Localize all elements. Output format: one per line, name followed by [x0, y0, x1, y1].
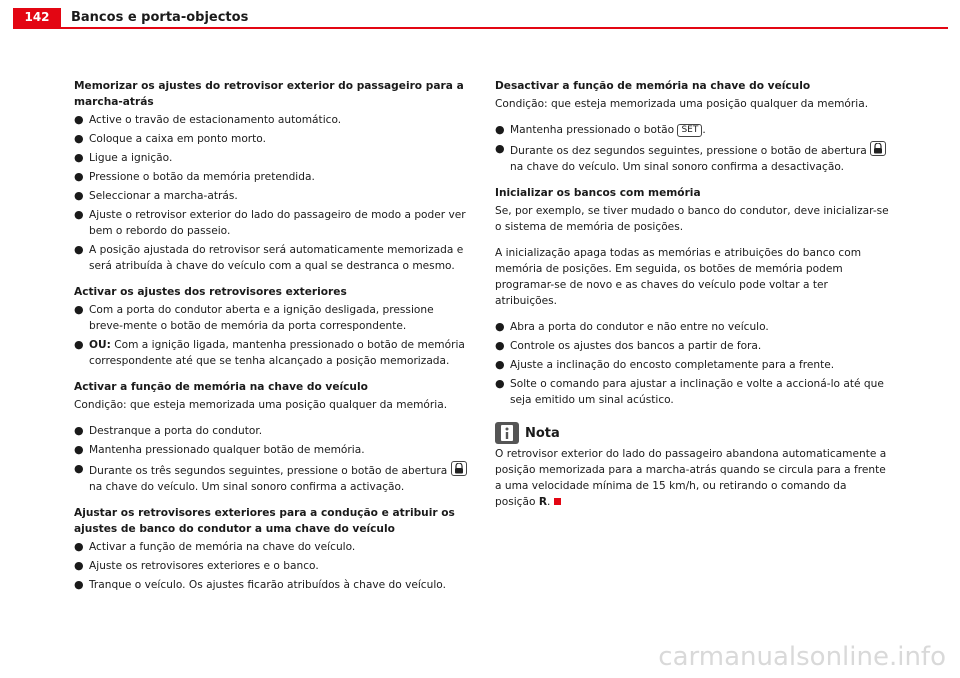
bullet-icon: ● — [495, 358, 505, 371]
bullet-icon: ● — [74, 578, 84, 591]
condition-text: Condição: que esteja memorizada uma posição qualquer da memória. — [74, 399, 448, 411]
set-button-icon: SET — [677, 124, 702, 137]
paragraph: A inicialização apaga todas as memórias e atribuições do banco com memória de posições. Em seguida, os botões de memória podem programar-se de novo e as chaves do veículo pode voltar a ter atribuições. — [495, 247, 862, 307]
bullet-icon: ● — [74, 303, 84, 316]
list-item: ● Mantenha pressionado o botão SET . — [495, 123, 706, 136]
note-text: O retrovisor exterior do lado do passageiro abandona automaticamente a posição memorizada para a marcha-atrás quando se circula para a frente a uma velocidade mínima de 15 km/h, ou retirando o comando da posição R. — [495, 448, 887, 508]
key-unlock-icon — [870, 141, 886, 156]
right-column — [495, 78, 890, 520]
list-item: ● Coloque a caixa em ponto morto. — [74, 132, 266, 145]
list-item: ● Durante os três segundos seguintes, pressione o botão de abertura na chave do veículo. Um sinal sonoro confirma a activação. — [74, 461, 469, 495]
list-item: ● Com a porta do condutor aberta e a ignição desligada, pressione breve-mente o botão de memória da porta correspondente. — [74, 303, 434, 332]
list-item: ● Durante os dez segundos seguintes, pressione o botão de abertura na chave do veículo. Um sinal sonoro confirma a desactivação. — [495, 141, 890, 175]
or-label: OU: — [89, 339, 111, 351]
list-item: ● Seleccionar a marcha-atrás. — [74, 189, 238, 202]
section-heading-initialize-seats: Inicializar os bancos com memória — [495, 187, 701, 199]
bullet-icon: ● — [74, 540, 84, 553]
list-item: ● Destranque a porta do condutor. — [74, 424, 263, 437]
bullet-icon: ● — [74, 208, 84, 221]
left-column — [74, 78, 469, 603]
bullet-icon: ● — [495, 320, 505, 333]
note-label: Nota — [525, 426, 560, 441]
bullet-icon: ● — [74, 243, 84, 256]
list-item: ● Activar a função de memória na chave do veículo. — [74, 540, 356, 553]
list-item: ● Active o travão de estacionamento automático. — [74, 113, 342, 126]
list-item: ● Mantenha pressionado qualquer botão de memória. — [74, 443, 365, 456]
page-header — [0, 0, 960, 30]
list-assign-settings — [74, 539, 469, 593]
page-number: 142 — [13, 8, 61, 27]
list-item: ● Ajuste os retrovisores exteriores e o banco. — [74, 559, 319, 572]
list-item: ● Controle os ajustes dos bancos a partir de fora. — [495, 339, 762, 352]
bullet-icon: ● — [74, 443, 84, 456]
list-item: ● Ajuste o retrovisor exterior do lado do passageiro de modo a poder ver bem o rebordo do passeio. — [74, 208, 466, 237]
bullet-icon: ● — [74, 170, 84, 183]
bullet-icon: ● — [495, 377, 505, 390]
chapter-title: Bancos e porta-objectos — [71, 10, 249, 25]
list-activate-mirrors — [74, 302, 469, 369]
bullet-icon: ● — [495, 123, 505, 136]
end-mark-icon — [554, 498, 561, 505]
bullet-icon: ● — [74, 151, 84, 164]
watermark: carmanualsonline.info — [658, 642, 946, 672]
bullet-icon: ● — [74, 132, 84, 145]
bullet-icon: ● — [495, 142, 505, 155]
bullet-icon: ● — [74, 113, 84, 126]
list-item: ● Tranque o veículo. Os ajustes ficarão atribuídos à chave do veículo. — [74, 578, 446, 591]
section-heading-activate-mirrors: Activar os ajustes dos retrovisores exteriores — [74, 286, 347, 298]
list-item: ● Pressione o botão da memória pretendida. — [74, 170, 315, 183]
list-mirror-reverse-steps — [74, 112, 469, 274]
bullet-icon: ● — [74, 189, 84, 202]
condition-text: Condição: que esteja memorizada uma posição qualquer da memória. — [495, 98, 869, 110]
header-rule — [13, 27, 948, 29]
paragraph: Se, por exemplo, se tiver mudado o banco do condutor, deve inicializar-se o sistema de memória de posições. — [495, 205, 889, 233]
list-item: ● Ajuste a inclinação do encosto completamente para a frente. — [495, 358, 835, 371]
section-heading-assign-settings: Ajustar os retrovisores exteriores para a condução e atribuir os ajustes de banco do condutor a uma chave do veículo — [74, 507, 455, 535]
list-item: ● Solte o comando para ajustar a inclinação e volte a accioná-lo até que seja emitido um sinal acústico. — [495, 377, 884, 406]
key-unlock-icon — [451, 461, 467, 476]
list-item: ● Ligue a ignição. — [74, 151, 173, 164]
list-activate-key-memory — [74, 423, 469, 495]
list-initialize-seats — [495, 319, 890, 408]
section-heading-mirror-reverse: Memorizar os ajustes do retrovisor exterior do passageiro para a marcha-atrás — [74, 80, 464, 108]
bullet-icon: ● — [495, 339, 505, 352]
section-heading-deactivate-key-memory: Desactivar a função de memória na chave do veículo — [495, 80, 811, 92]
list-deactivate-key-memory — [495, 122, 890, 175]
list-item: ● A posição ajustada do retrovisor será automaticamente memorizada e será atribuída à chave do veículo com a qual se destranca o mesmo. — [74, 243, 464, 272]
list-item: ● Abra a porta do condutor e não entre no veículo. — [495, 320, 769, 333]
section-heading-activate-key-memory: Activar a função de memória na chave do veículo — [74, 381, 368, 393]
list-item: ● OU: Com a ignição ligada, mantenha pressionado o botão de memória correspondente até que se tenha alcançado a posição memorizada. — [74, 338, 465, 367]
bullet-icon: ● — [74, 462, 84, 475]
note-header — [495, 422, 890, 446]
bullet-icon: ● — [74, 559, 84, 572]
bullet-icon: ● — [74, 424, 84, 437]
info-icon — [495, 422, 519, 444]
bullet-icon: ● — [74, 338, 84, 351]
